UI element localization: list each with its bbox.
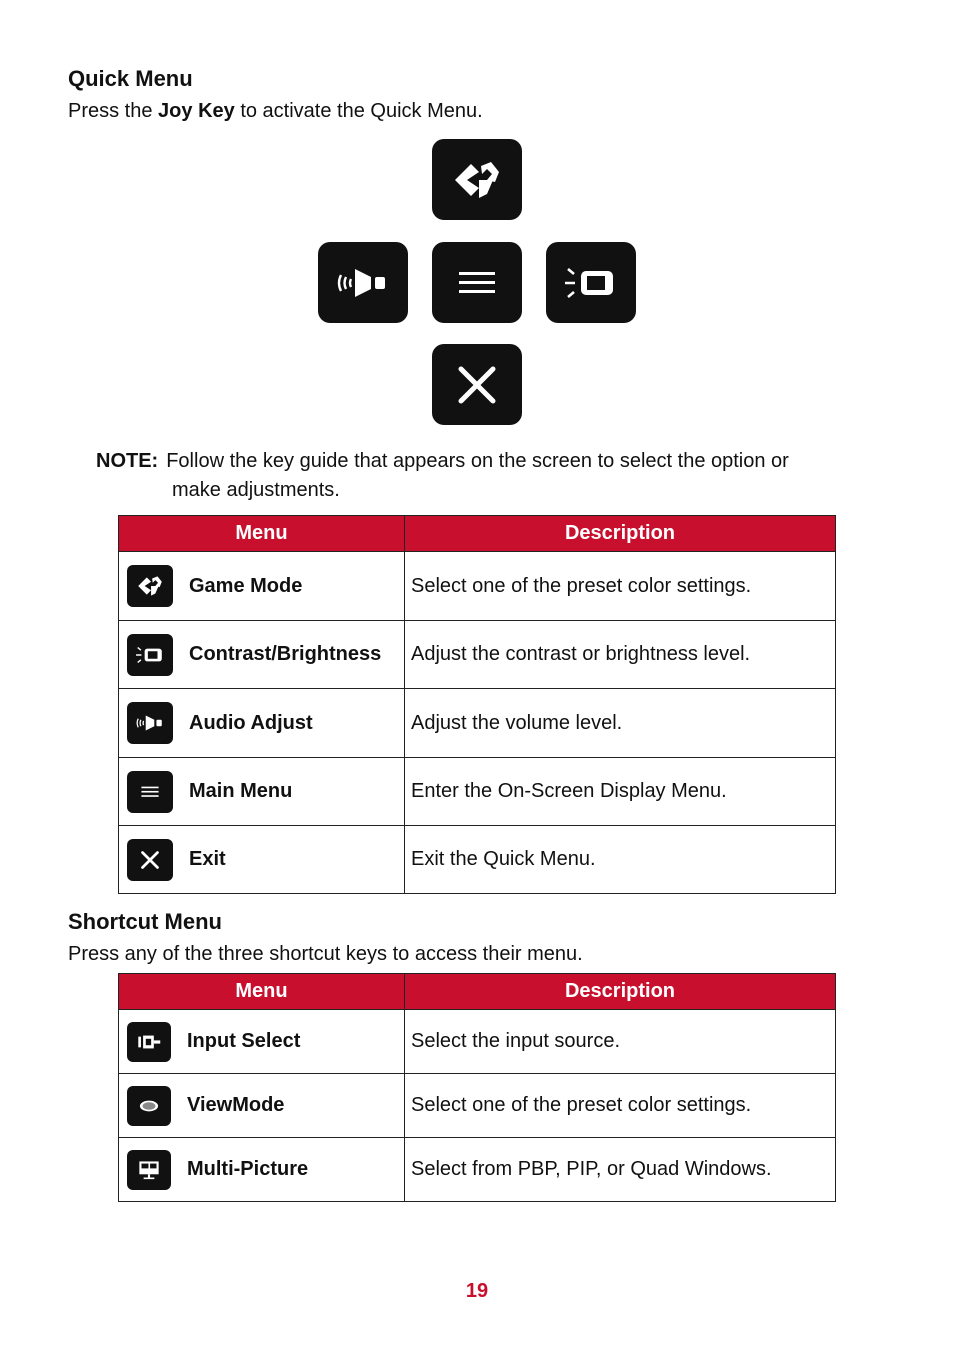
menu-description: Select one of the preset color settings. [405, 552, 836, 621]
menu-description: Adjust the contrast or brightness level. [405, 621, 836, 689]
note [96, 447, 876, 505]
col-header-menu: Menu [119, 516, 405, 552]
table-row [119, 1074, 836, 1138]
audio-adjust-key [318, 242, 408, 323]
game-mode-icon [127, 565, 173, 607]
input-select-icon [127, 1022, 171, 1062]
contrast-brightness-icon [563, 255, 619, 311]
game-mode-key [432, 139, 522, 220]
joy-key-diagram [318, 139, 636, 425]
table-row [119, 621, 836, 689]
menu-icon [127, 771, 173, 813]
menu-name: Main Menu [189, 780, 293, 802]
menu-description: Select the input source. [405, 1010, 836, 1074]
quick-menu-table [118, 515, 836, 894]
intro-text: Press the [68, 100, 159, 122]
menu-description: Select from PBP, PIP, or Quad Windows. [405, 1138, 836, 1202]
shortcut-menu-table [118, 973, 836, 1202]
note-text-line1: Follow the key guide that appears on the screen to select the option or [166, 450, 789, 472]
section-title-shortcut-menu: Shortcut Menu [68, 909, 222, 934]
table-row [119, 689, 836, 758]
contrast-brightness-icon [127, 634, 173, 676]
menu-description: Select one of the preset color settings. [405, 1074, 836, 1138]
table-row [119, 758, 836, 826]
menu-description: Exit the Quick Menu. [405, 826, 836, 894]
menu-description: Adjust the volume level. [405, 689, 836, 758]
joy-key-label: Joy Key [158, 100, 235, 122]
menu-name: Game Mode [189, 574, 303, 597]
table-row [119, 1010, 836, 1074]
intro-text-end: to activate the Quick Menu. [234, 100, 483, 122]
table-row [119, 1138, 836, 1202]
main-menu-key [432, 242, 522, 323]
menu-icon [449, 255, 505, 311]
audio-icon [335, 255, 391, 311]
menu-name: Multi-Picture [187, 1158, 309, 1180]
menu-description: Enter the On-Screen Display Menu. [405, 758, 836, 826]
note-label: NOTE: [96, 450, 159, 472]
menu-name: Input Select [187, 1030, 301, 1052]
col-header-menu: Menu [119, 974, 405, 1010]
col-header-description: Description [405, 516, 836, 552]
shortcut-menu-intro: Press any of the three shortcut keys to access their menu. [68, 943, 583, 965]
menu-name: Contrast/Brightness [189, 643, 382, 665]
exit-key [432, 344, 522, 425]
eye-icon [127, 1086, 171, 1126]
page-number: 19 [465, 1280, 489, 1302]
multi-picture-icon [127, 1150, 171, 1190]
table-row [119, 826, 836, 894]
table-row [119, 552, 836, 621]
contrast-brightness-key [546, 242, 636, 323]
menu-name: ViewMode [187, 1094, 285, 1116]
col-header-description: Description [405, 974, 836, 1010]
quick-menu-intro [68, 100, 483, 123]
audio-icon [127, 702, 173, 744]
menu-name: Exit [189, 848, 226, 870]
close-icon [449, 357, 505, 413]
game-mode-icon [449, 152, 505, 208]
section-title-quick-menu: Quick Menu [68, 66, 193, 91]
menu-name: Audio Adjust [189, 711, 313, 734]
note-text-line2: make adjustments. [172, 479, 340, 501]
close-icon [127, 839, 173, 881]
